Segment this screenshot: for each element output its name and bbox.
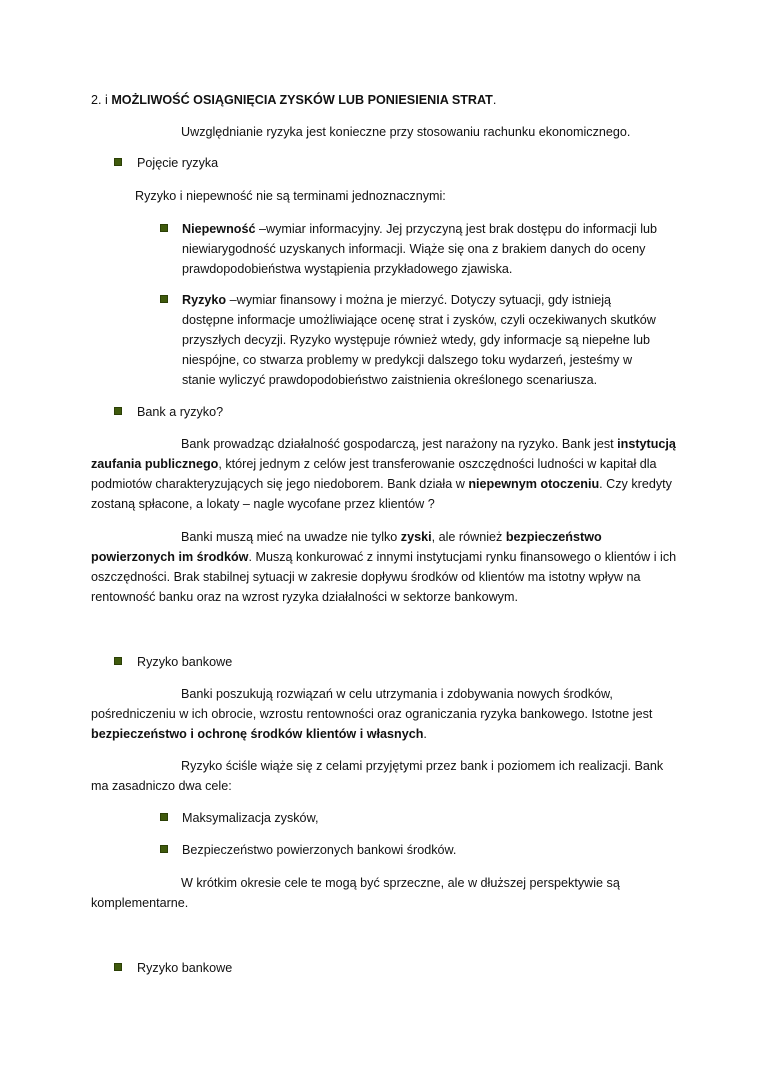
square-bullet-icon	[114, 158, 122, 166]
square-bullet-icon	[160, 845, 168, 853]
paragraph-bezpieczenstwo: Banki muszą mieć na uwadze nie tylko zyski, ale również bezpieczeństwo powierzonych im środków. Muszą konkurować z innymi instytucjami rynku finansowego o klientów i ich oszczędności. Brak stabilnej sytuacji w zakresie dopływu środków od klientów ma istotny wpływ na rentowność banku oraz na wzrost ryzyka działalności w sektorze bankowym.	[91, 530, 677, 604]
section-heading: 2. i MOŻLIWOŚĆ OSIĄGNIĘCIA ZYSKÓW LUB PONIESIENIA STRAT.	[91, 93, 497, 107]
square-bullet-icon	[160, 295, 168, 303]
square-bullet-icon	[160, 224, 168, 232]
intro-paragraph: Uwzględnianie ryzyka jest konieczne przy stosowaniu rachunku ekonomicznego.	[181, 125, 631, 139]
square-bullet-icon	[114, 407, 122, 415]
paragraph-krotki-okres: W krótkim okresie cele te mogą być sprzeczne, ale w dłuższej perspektywie są komplementarne.	[91, 876, 620, 910]
paragraph-banki-poszukuja: Banki poszukują rozwiązań w celu utrzymania i zdobywania nowych środków, pośredniczeniu w ich obrocie, wzrostu rentowności oraz ograniczania ryzyka bankowego. Istotne jest bezpieczeństwo i ochronę środków klientów i własnych.	[91, 687, 653, 741]
square-bullet-icon	[114, 657, 122, 665]
document-page: 2. i MOŻLIWOŚĆ OSIĄGNIĘCIA ZYSKÓW LUB PONIESIENIA STRAT. Uwzględnianie ryzyka jest konieczne przy stosowaniu rachunku ekonomicznego. Pojęcie ryzyka Ryzyko i niepewność nie są terminami jednoznacznymi: Niepewność –wymiar informacyjny. Jej przyczyną jest brak dostępu do informacji lub niewiarygodność uzyskanych informacji. Wiąże się ona z brakiem danych do oceny prawdopodobieństwa wystąpienia przykładowego zjawiska. Ryzyko –wymiar finansowy i można je mierzyć. Dotyczy sytuacji, gdy istnieją dostępne informacje umożliwiające ocenę strat i zysków, czyli oczekiwanych skutków przyszłych decyzji. Ryzyko występuje również wtedy, gdy informacje są niepełne lub niespójne, co stwarza problemy w predykcji dalszego toku wydarzeń, jesteśmy w stanie wyliczyć prawdopodobieństwo zaistnienia określonego scenariusza. Bank a ryzyko? Bank prowadząc działalność gospodarczą, jest narażony na ryzyko. Bank jest instytucją zaufania publicznego, której jednym z celów jest transferowanie oszczędności ludności w kapitał dla podmiotów charakteryzujących się jego niedoborem. Bank działa w niepewnym otoczeniu. Czy kredyty zostaną spłacone, a lokaty – nagle wycofane przez klientów ? Banki muszą mieć na uwadze nie tylko zyski, ale również bezpieczeństwo powierzonych im środków. Muszą konkurować z innymi instytucjami rynku finansowego o klientów i ich oszczędności. Brak stabilnej sytuacji w zakresie dopływu środków od klientów ma istotny wpływ na rentowność banku oraz na wzrost ryzyka działalności w sektorze bankowym. Ryzyko bankowe Banki poszukują rozwiązań w celu utrzymania i zdobywania nowych środków, pośredniczeniu w ich obrocie, wzrostu rentowności oraz ograniczania ryzyka bankowego. Istotne jest bezpieczeństwo i ochronę środków klientów i własnych. Ryzyko ściśle wiąże się z celami przyjętymi przez bank i poziomem ich realizacji. Bank ma zasadniczo dwa cele: Maksymalizacja zysków, Bezpieczeństwo powierzonych bankowi środków. W krótkim okresie cele te mogą być sprzeczne, ale w dłuższej perspektywie są komplementarne. Ryzyko bankowe	[0, 0, 760, 1075]
square-bullet-icon	[160, 813, 168, 821]
paragraph-cele-banku: Ryzyko ściśle wiąże się z celami przyjętymi przez bank i poziomem ich realizacji. Bank ma zasadniczo dwa cele:	[91, 759, 664, 793]
paragraph-bank-narazony: Bank prowadząc działalność gospodarczą, jest narażony na ryzyko. Bank jest instytucją zaufania publicznego, której jednym z celów jest transferowanie oszczędności ludności w kapitał dla podmiotów charakteryzujących się jego niedoborem. Bank działa w niepewnym otoczeniu. Czy kredyty zostaną spłacone, a lokaty – nagle wycofane przez klientów ?	[91, 437, 676, 511]
section1-lead: Ryzyko i niepewność nie są terminami jednoznacznymi:	[135, 189, 446, 203]
square-bullet-icon	[114, 963, 122, 971]
